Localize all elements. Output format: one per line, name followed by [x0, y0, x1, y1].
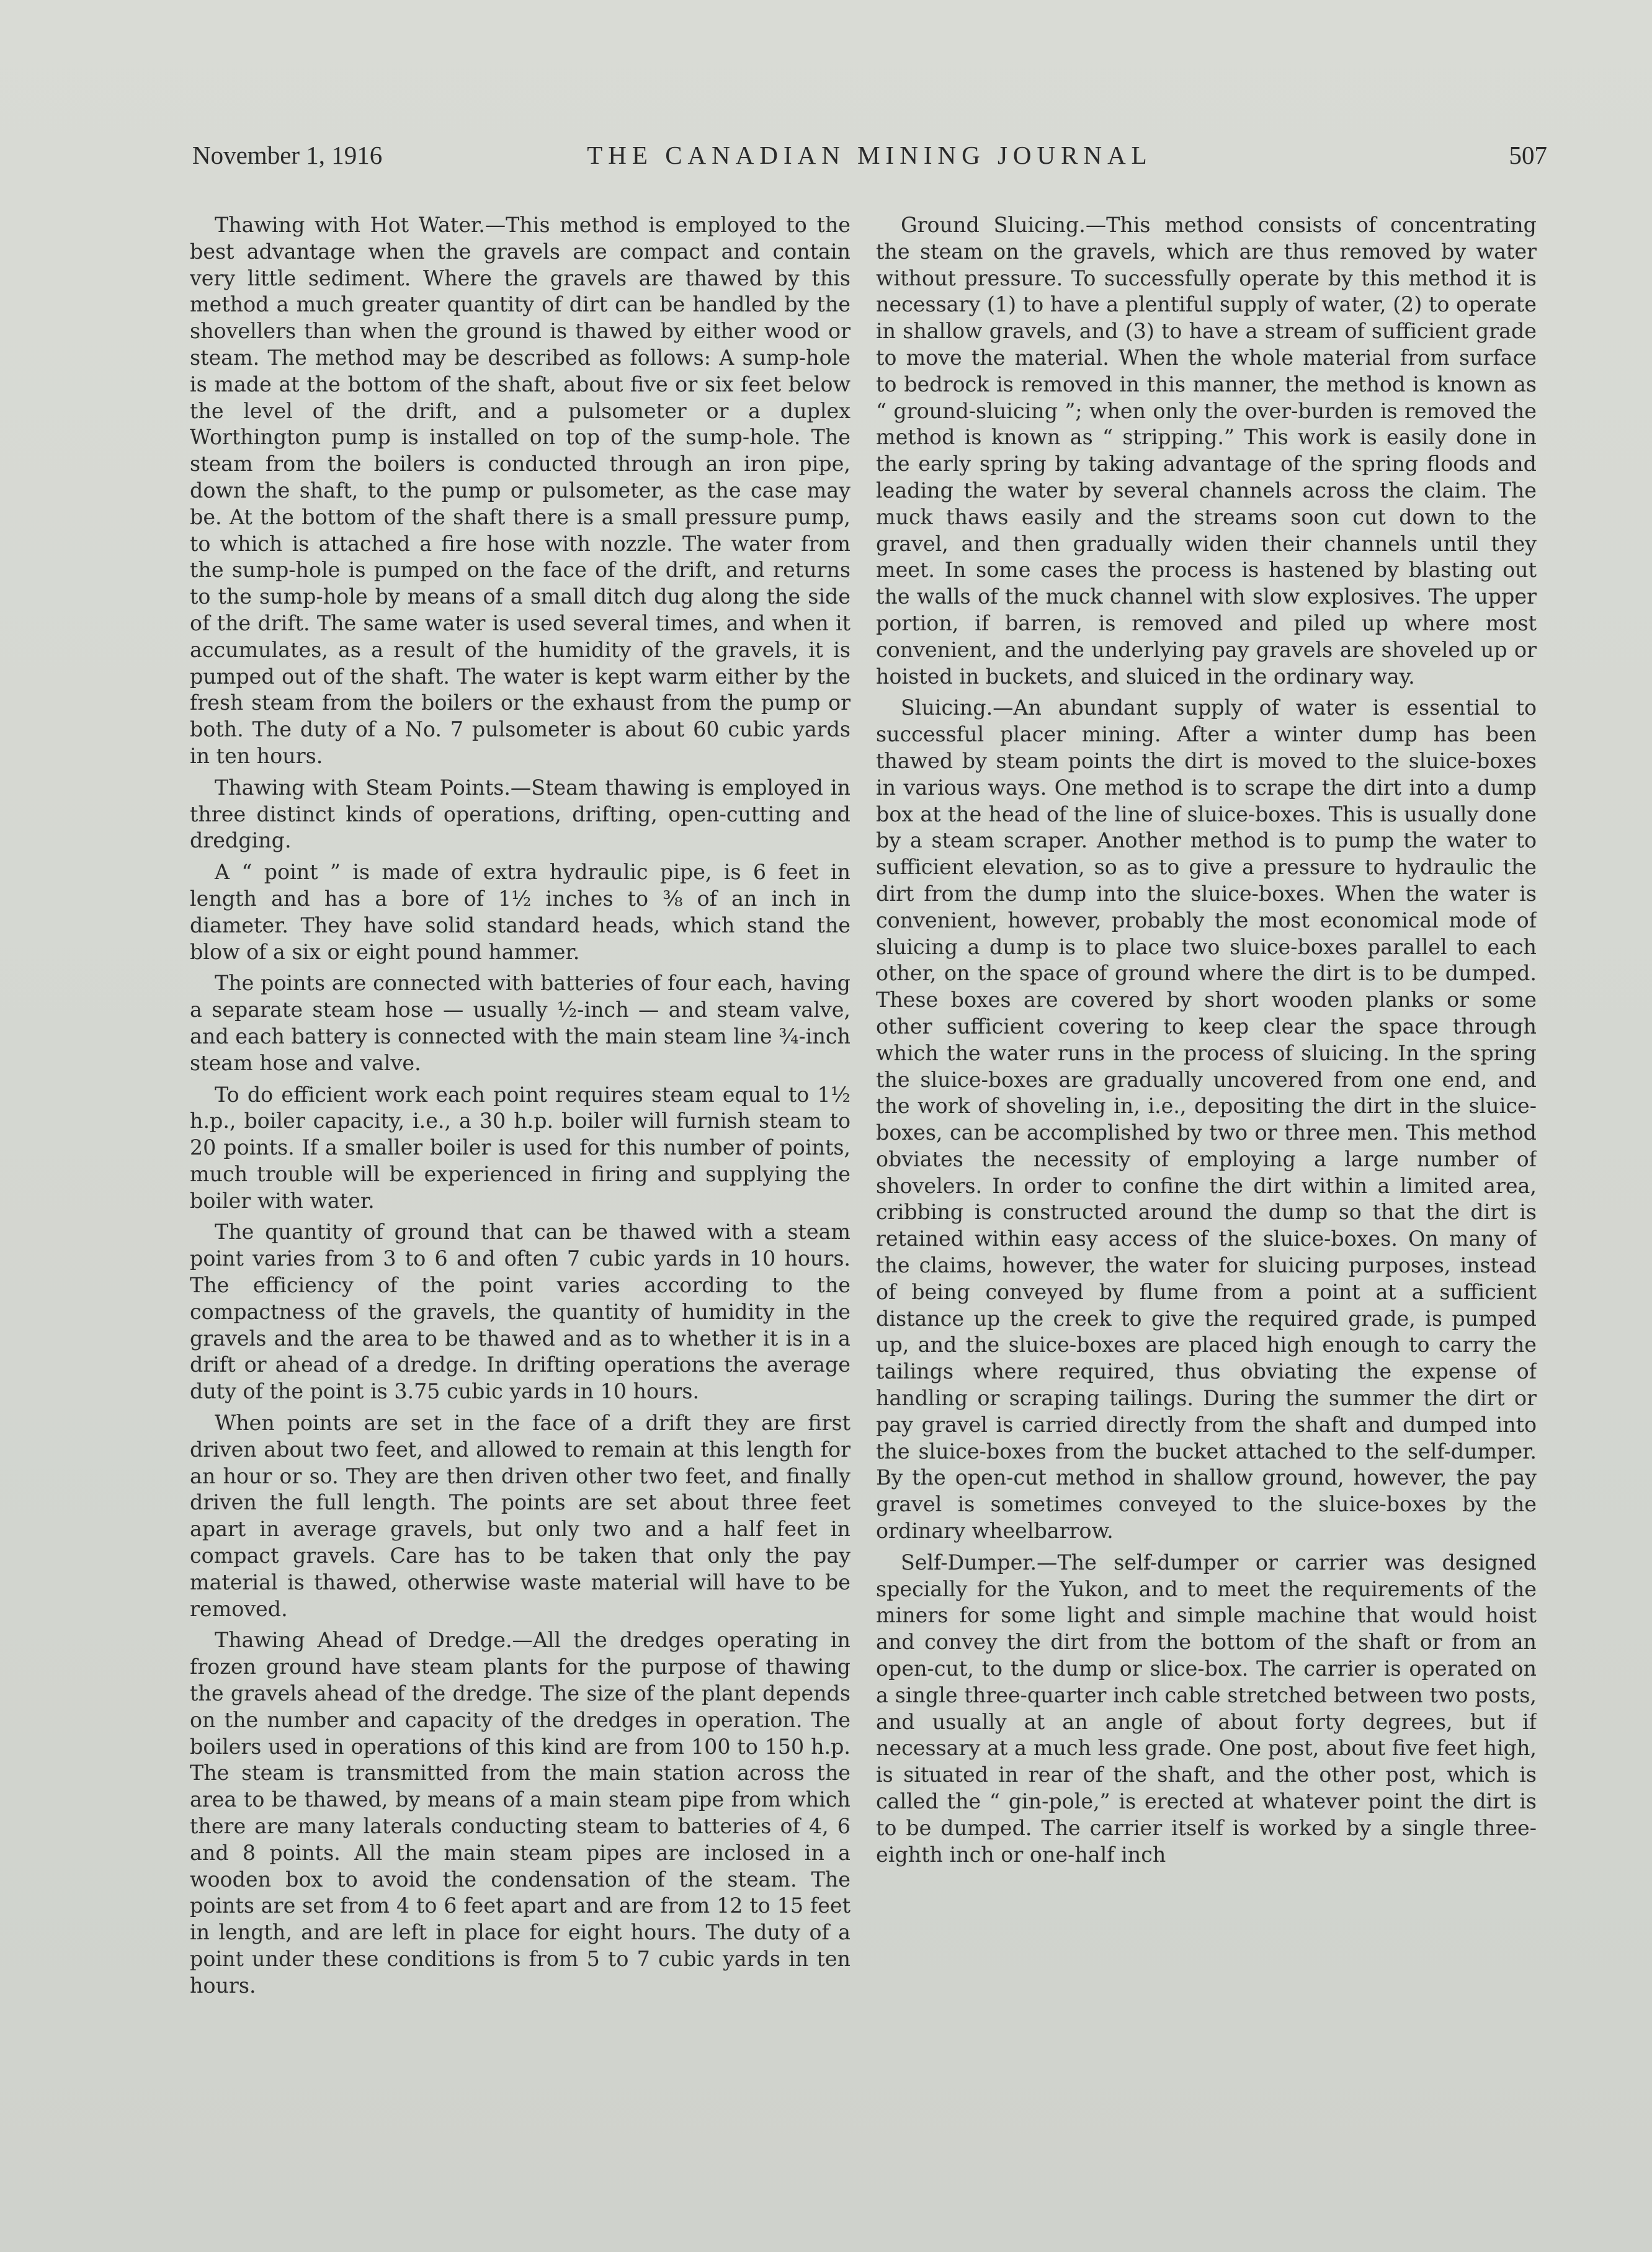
paragraph-text: —This method is employed to the best advantage when the gravels are compact and contain very little sediment. Where the gravels are thawed by this method a much greater quantity of dirt can be handled by the shovellers than when the ground is thawed by either wood or steam. The method may be described as follows: A sump-hole is made at the bottom of the shaft, about five or six feet below the level of the drift, and a pulsometer or a duplex Worthington pump is installed on top of the sump-hole. The steam from the boilers is conducted through an iron pipe, down the shaft, to the pump or pulsometer, as the case may be. At the bottom of the shaft there is a small pressure pump, to which is attached a fire hose with nozzle. The water from the sump-hole is pumped on the face of the drift, and returns to the sump-hole by means of a small ditch dug along the side of the drift. The same water is used several times, and when it accumulates, as a result of the humidity of the gravels, it is pumped out of the shaft. The water is kept warm either by the fresh steam from the boilers or the exhaust from the pump or both. The duty of a No. 7 pulsometer is about 60 cubic yards in ten hours. [190, 213, 851, 768]
running-header [192, 140, 1547, 184]
paragraph-heading: Ground Sluicing. [901, 213, 1086, 237]
paragraph [190, 970, 851, 1076]
right-column [876, 212, 1537, 2098]
paragraph-heading: Self-Dumper. [901, 1550, 1037, 1575]
paragraph [190, 1627, 851, 1999]
paragraph [876, 1550, 1537, 1869]
paragraph-text: —All the dredges operating in frozen ground have steam plants for the purpose of thawing the gravels ahead of the dredge. The size of the plant depends on the number and capacity of the dredges in operation. The boilers used in operations of this kind are from 100 to 150 h.p. The steam is transmitted from the main station across the area to be thawed, by means of a main steam pipe from which there are many laterals conducting steam to batteries of 4, 6 and 8 points. All the main steam pipes are inclosed in a wooden box to avoid the condensation of the steam. The points are set from 4 to 6 feet apart and are from 12 to 15 feet in length, and are left in place for eight hours. The duty of a point under these conditions is from 5 to 7 cubic yards in ten hours. [190, 1628, 851, 1998]
page-number: 507 [1509, 141, 1547, 169]
paragraph [876, 695, 1537, 1545]
paragraph-text: —This method consists of concentrating the steam on the gravels, which are thus removed by water without pressure. To successfully operate by this method it is necessary (1) to have a plentiful supply of water, (2) to operate in shallow gravels, and (3) to have a stream of sufficient grade to move the material. When the whole material from surface to bedrock is removed in this manner, the method is known as “ ground-sluicing ”; when only the over-burden is removed the method is known as “ stripping.” This work is easily done in the early spring by taking advantage of the spring floods and leading the water by several channels across the claim. The muck thaws easily and the streams soon cut down to the gravel, and then gradually widen their channels until they meet. In some cases the process is hastened by blasting out the walls of the muck channel with slow explosives. The upper portion, if barren, is removed and piled up where most convenient, and the underlying pay gravels are shoveled up or hoisted in buckets, and sluiced in the ordinary way. [876, 213, 1537, 689]
paragraph-heading: Thawing with Steam Points. [215, 775, 511, 800]
paragraph [190, 1410, 851, 1622]
paragraph-heading: Thawing with Hot Water. [215, 213, 485, 237]
paragraph [190, 775, 851, 854]
paragraph [190, 1082, 851, 1215]
paragraph-text: To do efficient work each point requires steam equal to 1½ h.p., boiler capacity, i.e., a 30 h.p. boiler will furnish steam to 20 points. If a smaller boiler is used for this number of points, much trouble will be experienced in firing and supplying the boiler with water. [190, 1082, 851, 1213]
journal-title: THE CANADIAN MINING JOURNAL [587, 141, 1153, 169]
paragraph [190, 212, 851, 770]
paragraph-text: —Steam thawing is employed in three distinct kinds of operations, drifting, open-cutting and dredging. [190, 775, 851, 853]
paragraph [190, 1219, 851, 1405]
paragraph [190, 859, 851, 965]
paragraph-heading: Thawing Ahead of Dredge. [215, 1628, 512, 1653]
paragraph-text: When points are set in the face of a drift they are first driven about two feet, and allowed to remain at this length for an hour or so. They are then driven other two feet, and finally driven the full length. The points are set about three feet apart in average gravels, but only two and a half feet in compact gravels. Care has to be taken that only the pay material is thawed, otherwise waste material will have to be removed. [190, 1411, 851, 1621]
paragraph-heading: Sluicing. [901, 695, 993, 720]
paragraph-text: —An abundant supply of water is essential to successful placer mining. After a winter dump has been thawed by steam points the dirt is moved to the sluice-boxes in various ways. One method is to scrape the dirt into a dump box at the head of the line of sluice-boxes. This is usually done by a steam scraper. Another method is to pump the water to sufficient elevation, so as to give a pressure to hydraulic the dirt from the dump into the sluice-boxes. When the water is convenient, however, probably the most economical mode of sluicing a dump is to place two sluice-boxes parallel to each other, on the space of ground where the dirt is to be dumped. These boxes are covered by short wooden planks or some other sufficient covering to keep clear the space through which the water runs in the process of sluicing. In the spring the sluice-boxes are gradually uncovered from one end, and the work of shoveling in, i.e., depositing the dirt in the sluice-boxes, can be accomplished by two or three men. This method obviates the necessity of employing a large number of shovelers. In order to confine the dirt within a limited area, cribbing is constructed around the dump so that the dirt is retained within easy access of the sluice-boxes. On many of the claims, however, the water for sluicing purposes, instead of being conveyed by flume from a point at a sufficient distance up the creek to give the required grade, is pumped up, and the sluice-boxes are placed high enough to carry the tailings where required, thus obviating the expense of handling or scraping tailings. During the summer the dirt or pay gravel is carried directly from the shaft and dumped into the sluice-boxes from the bucket attached to the self-dumper. By the open-cut method in shallow ground, however, the pay gravel is sometimes conveyed to the sluice-boxes by the ordinary wheelbarrow. [876, 695, 1537, 1544]
paragraph-text: —The self-dumper or carrier was designed specially for the Yukon, and to meet the requirements of the miners for some light and simple machine that would hoist and convey the dirt from the bottom of the shaft or from an open-cut, to the dump or slice-box. The carrier is operated on a single three-quarter inch cable stretched between two posts, and usually at an angle of about forty degrees, but if necessary at a much less grade. One post, about five feet high, is situated in rear of the shaft, and the other post, which is called the “ gin-pole,” is erected at whatever point the dirt is to be dumped. The carrier itself is worked by a single three-eighth inch or one-half inch [876, 1550, 1537, 1867]
left-column [190, 212, 851, 2098]
paragraph-text: The quantity of ground that can be thawed with a steam point varies from 3 to 6 and often 7 cubic yards in 10 hours. The efficiency of the point varies according to the compactness of the gravels, the quantity of humidity in the gravels and the area to be thawed and as to whether it is in a drift or ahead of a dredge. In drifting operations the average duty of the point is 3.75 cubic yards in 10 hours. [190, 1220, 851, 1404]
paragraph-text: A “ point ” is made of extra hydraulic pipe, is 6 feet in length and has a bore of 1½ inches to ⅜ of an inch in diameter. They have solid standard heads, which stand the blow of a six or eight pound hammer. [190, 860, 851, 964]
paragraph [876, 212, 1537, 690]
paragraph-text: The points are connected with batteries of four each, having a separate steam hose — usually ½-inch — and steam valve, and each battery is connected with the main steam line ¾-inch steam hose and valve. [190, 971, 851, 1075]
header-date: November 1, 1916 [192, 141, 383, 169]
